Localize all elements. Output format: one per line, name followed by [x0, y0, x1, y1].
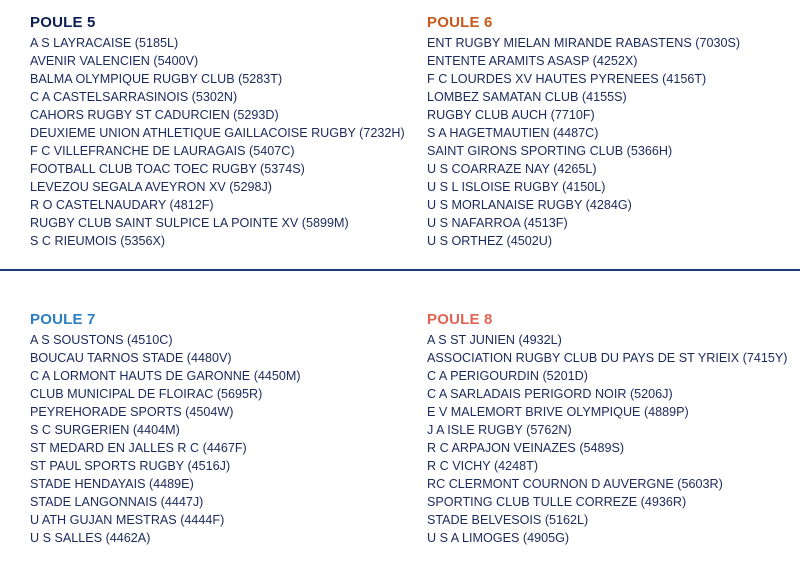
poule-title: POULE 7	[30, 311, 96, 328]
club-item: ENTENTE ARAMITS ASASP (4252X)	[427, 54, 638, 68]
club-item: BALMA OLYMPIQUE RUGBY CLUB (5283T)	[30, 72, 283, 86]
club-item: SPORTING CLUB TULLE CORREZE (4936R)	[427, 495, 687, 509]
club-item: S C RIEUMOIS (5356X)	[30, 234, 166, 248]
club-item: CAHORS RUGBY ST CADURCIEN (5293D)	[30, 108, 279, 122]
club-item: RC CLERMONT COURNON D AUVERGNE (5603R)	[427, 477, 723, 491]
club-item: PEYREHORADE SPORTS (4504W)	[30, 405, 234, 419]
club-item: U S ORTHEZ (4502U)	[427, 234, 553, 248]
club-item: C A LORMONT HAUTS DE GARONNE (4450M)	[30, 369, 301, 383]
club-item: ST PAUL SPORTS RUGBY (4516J)	[30, 459, 231, 473]
club-item: FOOTBALL CLUB TOAC TOEC RUGBY (5374S)	[30, 162, 305, 176]
club-item: A S LAYRACAISE (5185L)	[30, 36, 179, 50]
club-item: U S MORLANAISE RUGBY (4284G)	[427, 198, 632, 212]
club-item: A S ST JUNIEN (4932L)	[427, 333, 562, 347]
club-item: U S A LIMOGES (4905G)	[427, 531, 570, 545]
section-divider	[0, 269, 800, 271]
club-item: C A CASTELSARRASINOIS (5302N)	[30, 90, 238, 104]
club-item: E V MALEMORT BRIVE OLYMPIQUE (4889P)	[427, 405, 689, 419]
club-item: U S NAFARROA (4513F)	[427, 216, 568, 230]
club-item: U S COARRAZE NAY (4265L)	[427, 162, 597, 176]
club-item: U ATH GUJAN MESTRAS (4444F)	[30, 513, 225, 527]
club-item: ASSOCIATION RUGBY CLUB DU PAYS DE ST YRIEIX (7415Y)	[427, 351, 788, 365]
club-item: C A SARLADAIS PERIGORD NOIR (5206J)	[427, 387, 673, 401]
club-list	[30, 34, 410, 250]
poule-5-section	[30, 14, 410, 250]
club-list	[30, 331, 410, 547]
club-item: ENT RUGBY MIELAN MIRANDE RABASTENS (7030S)	[427, 36, 741, 50]
club-item: R O CASTELNAUDARY (4812F)	[30, 198, 214, 212]
club-item: S C SURGERIEN (4404M)	[30, 423, 180, 437]
club-item: F C VILLEFRANCHE DE LAURAGAIS (5407C)	[30, 144, 295, 158]
club-item: DEUXIEME UNION ATHLETIQUE GAILLACOISE RUGBY (7232H)	[30, 126, 405, 140]
club-list	[427, 331, 800, 547]
club-item: LOMBEZ SAMATAN CLUB (4155S)	[427, 90, 627, 104]
club-item: CLUB MUNICIPAL DE FLOIRAC (5695R)	[30, 387, 263, 401]
club-item: R C VICHY (4248T)	[427, 459, 539, 473]
club-item: BOUCAU TARNOS STADE (4480V)	[30, 351, 232, 365]
poule-title: POULE 8	[427, 311, 493, 328]
club-item: U S SALLES (4462A)	[30, 531, 151, 545]
club-item: STADE BELVESOIS (5162L)	[427, 513, 589, 527]
club-item: U S L ISLOISE RUGBY (4150L)	[427, 180, 606, 194]
club-item: AVENIR VALENCIEN (5400V)	[30, 54, 199, 68]
club-item: ST MEDARD EN JALLES R C (4467F)	[30, 441, 247, 455]
club-item: J A ISLE RUGBY (5762N)	[427, 423, 572, 437]
club-list	[427, 34, 800, 250]
club-item: C A PERIGOURDIN (5201D)	[427, 369, 588, 383]
poule-title: POULE 5	[30, 14, 96, 31]
poule-7-section	[30, 311, 410, 547]
club-item: SAINT GIRONS SPORTING CLUB (5366H)	[427, 144, 673, 158]
club-item: RUGBY CLUB SAINT SULPICE LA POINTE XV (5899M)	[30, 216, 349, 230]
club-item: STADE LANGONNAIS (4447J)	[30, 495, 204, 509]
poule-6-section	[427, 14, 800, 250]
club-item: LEVEZOU SEGALA AVEYRON XV (5298J)	[30, 180, 272, 194]
club-item: STADE HENDAYAIS (4489E)	[30, 477, 194, 491]
poule-title: POULE 6	[427, 14, 493, 31]
club-item: RUGBY CLUB AUCH (7710F)	[427, 108, 595, 122]
club-item: R C ARPAJON VEINAZES (5489S)	[427, 441, 625, 455]
club-item: S A HAGETMAUTIEN (4487C)	[427, 126, 599, 140]
club-item: F C LOURDES XV HAUTES PYRENEES (4156T)	[427, 72, 707, 86]
poule-8-section	[427, 311, 800, 547]
club-item: A S SOUSTONS (4510C)	[30, 333, 173, 347]
